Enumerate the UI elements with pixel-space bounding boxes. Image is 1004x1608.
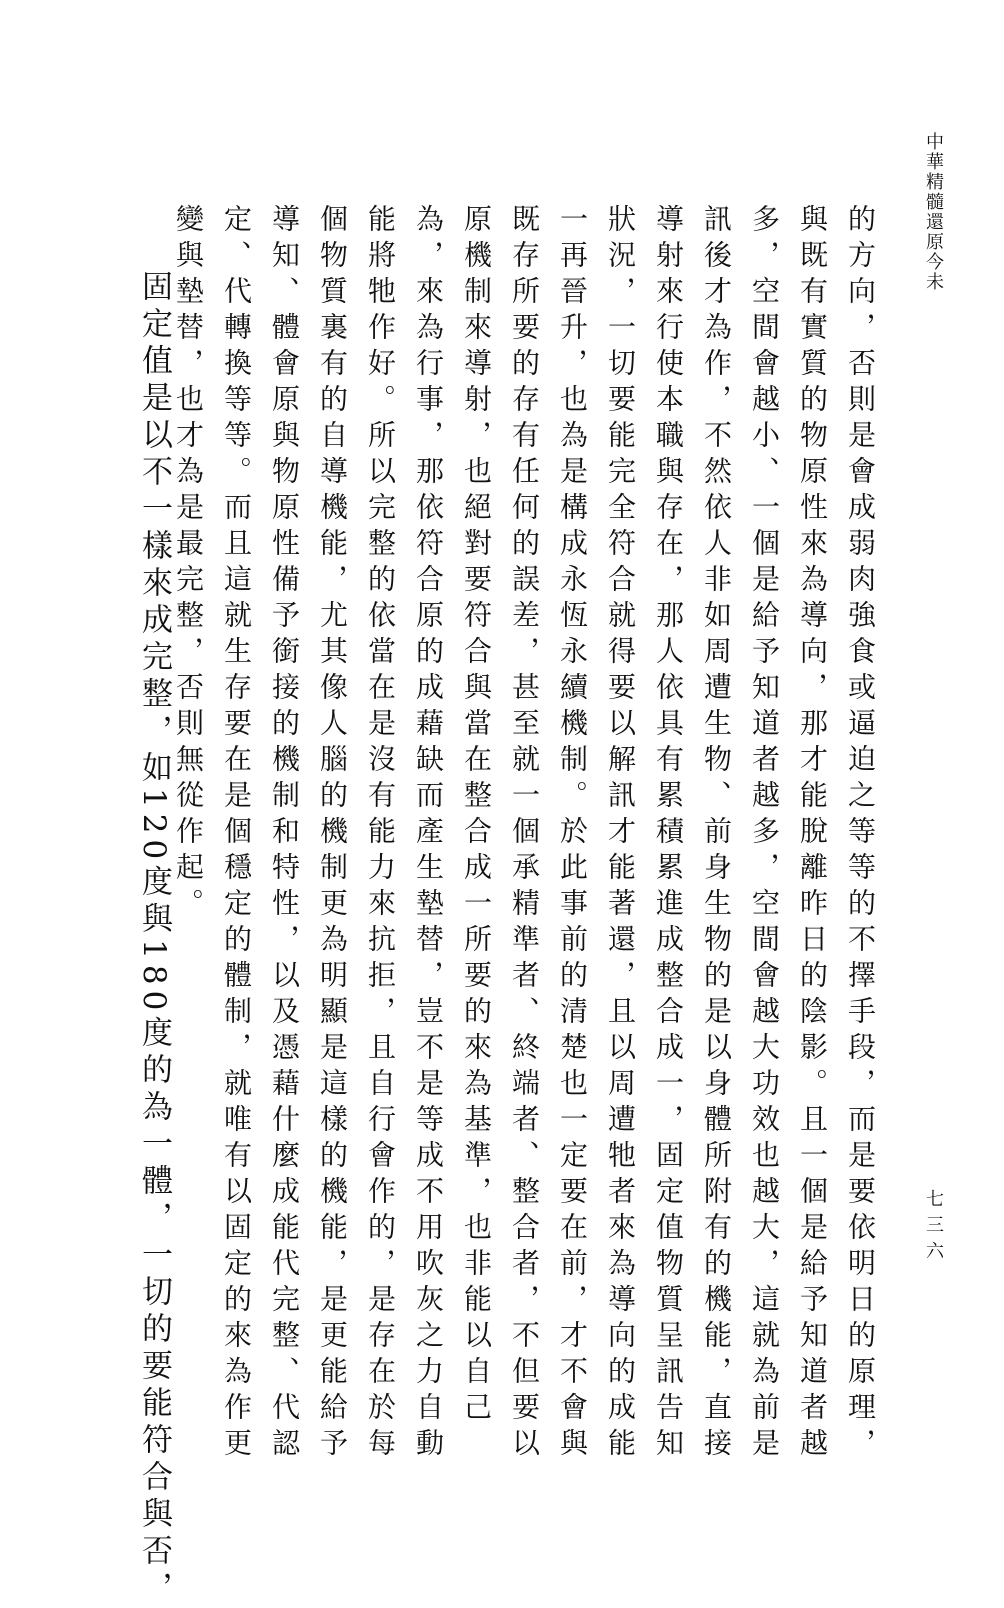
text-column-7: 一再晉升，也為是構成永恆永續機制。於此事前的清楚也一定要在前，才不會與 bbox=[556, 204, 589, 1464]
text-column-4: 訊後才為作，不然依人非如周遭生物、前身生物的是以身體所附有的機能，直接 bbox=[700, 204, 733, 1464]
text-column-5: 導射來行使本職與存在，那人依具有累積累進成整合成一，固定值物質呈訊告知 bbox=[652, 204, 685, 1464]
page-number: 七三六 bbox=[923, 1189, 944, 1267]
text-column-9: 原機制來導射，也絕對要符合與當在整合成一所要的來為基準，也非能以自己 bbox=[460, 204, 493, 1428]
text-column-10: 為，來為行事，那依符合原的成藉缺而產生墊替，豈不是等成不用吹灰之力自動 bbox=[412, 204, 445, 1464]
text-column-1: 的方向，否則是會成弱肉強食或逼迫之等等的不擇手段，而是要依明日的原理， bbox=[844, 204, 877, 1464]
body-text bbox=[172, 204, 884, 1464]
text-column-8: 既存所要的存有任何的誤差，甚至就一個承精準者、終端者、整合者，不但要以 bbox=[508, 204, 541, 1464]
text-column-11: 能將牠作好。所以完整的依當在是沒有能力來抗拒，且自行會作的，是存在於每 bbox=[364, 204, 397, 1464]
text-column-3: 多，空間會越小、一個是給予知道者越多，空間會越大功效也越大，這就為前是 bbox=[748, 204, 781, 1464]
text-column-12: 個物質裏有的自導機能，尤其像人腦的機制更為明顯是這樣的機能，是更能給予 bbox=[316, 204, 349, 1464]
text-column-13: 導知、體會原與物原性備予銜接的機制和特性，以及憑藉什麼成能代完整、代認 bbox=[268, 204, 301, 1464]
book-title-header: 中華精髓還原今未 bbox=[923, 132, 944, 292]
text-column-2: 與既有實質的物原性來為導向，那才能脫離昨日的陰影。且一個是給予知道者越 bbox=[796, 204, 829, 1464]
verse-line: 固定值是以不一樣來成完整，如120度與180度的為一體，一切的要能符合與否， bbox=[136, 270, 172, 1608]
text-column-6: 狀況，一切要能完全符合就得要以解訊才能著還，且以周遭牠者來為導向的成能 bbox=[604, 204, 637, 1464]
text-column-14: 定、代轉換等等。而且這就生存要在是個穩定的體制，就唯有以固定的來為作更 bbox=[220, 204, 253, 1464]
text-column-15: 變與墊替，也才為是最完整，否則無從作起。 bbox=[172, 204, 205, 924]
